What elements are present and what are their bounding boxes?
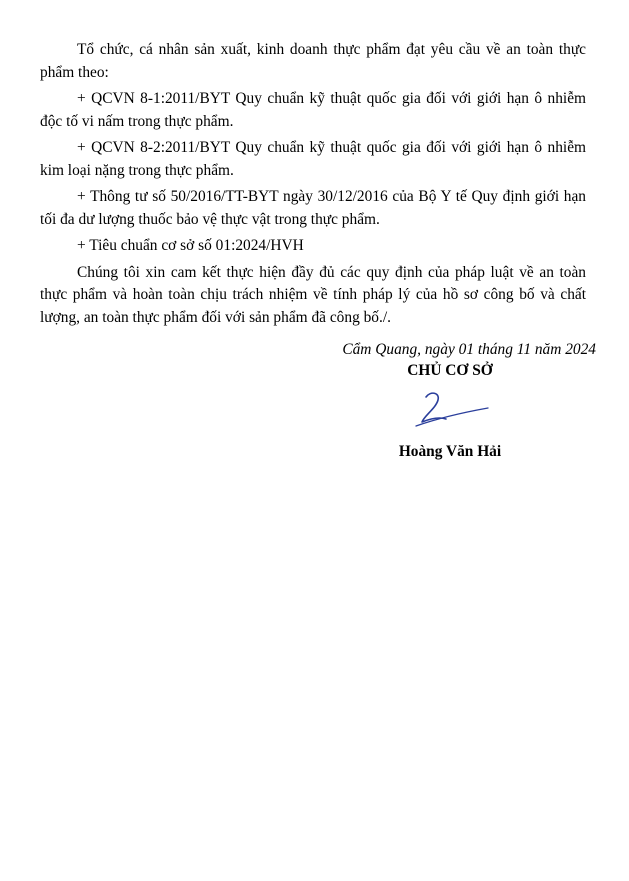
- document-body: [40, 39, 586, 333]
- place-date-line: Cẩm Quang, ngày 01 tháng 11 năm 2024: [342, 341, 596, 358]
- signer-title: CHỦ CƠ SỞ: [407, 362, 493, 379]
- paragraph-qcvn-8-2: + QCVN 8-2:2011/BYT Quy chuẩn kỹ thuật quốc gia đối với giới hạn ô nhiễm kim loại nặng trong thực phẩm.: [40, 139, 586, 179]
- paragraph-circular-50: + Thông tư số 50/2016/TT-BYT ngày 30/12/2016 của Bộ Y tế Quy định giới hạn tối đa dư lượng thuốc bảo vệ thực vật trong thực phẩm.: [40, 188, 586, 228]
- signature-flourish-stroke: [416, 408, 488, 426]
- paragraph-base-standard: + Tiêu chuẩn cơ sở số 01:2024/HVH: [77, 237, 304, 254]
- handwritten-signature: [410, 389, 490, 433]
- paragraph-commitment: Chúng tôi xin cam kết thực hiện đầy đủ các quy định của pháp luật về an toàn thực phẩm và hoàn toàn chịu trách nhiệm về tính pháp lý của hồ sơ công bố và chất lượng, an toàn thực phẩm đối với sản phẩm đã công bố./.: [40, 263, 586, 326]
- paragraph-requirements-intro: Tổ chức, cá nhân sản xuất, kinh doanh thực phẩm đạt yêu cầu về an toàn thực phẩm theo:: [40, 41, 586, 81]
- signature-block: [300, 339, 600, 463]
- signer-name: Hoàng Văn Hải: [398, 443, 502, 460]
- paragraph-qcvn-8-1: + QCVN 8-1:2011/BYT Quy chuẩn kỹ thuật quốc gia đối với giới hạn ô nhiễm độc tố vi nấm trong thực phẩm.: [40, 90, 586, 130]
